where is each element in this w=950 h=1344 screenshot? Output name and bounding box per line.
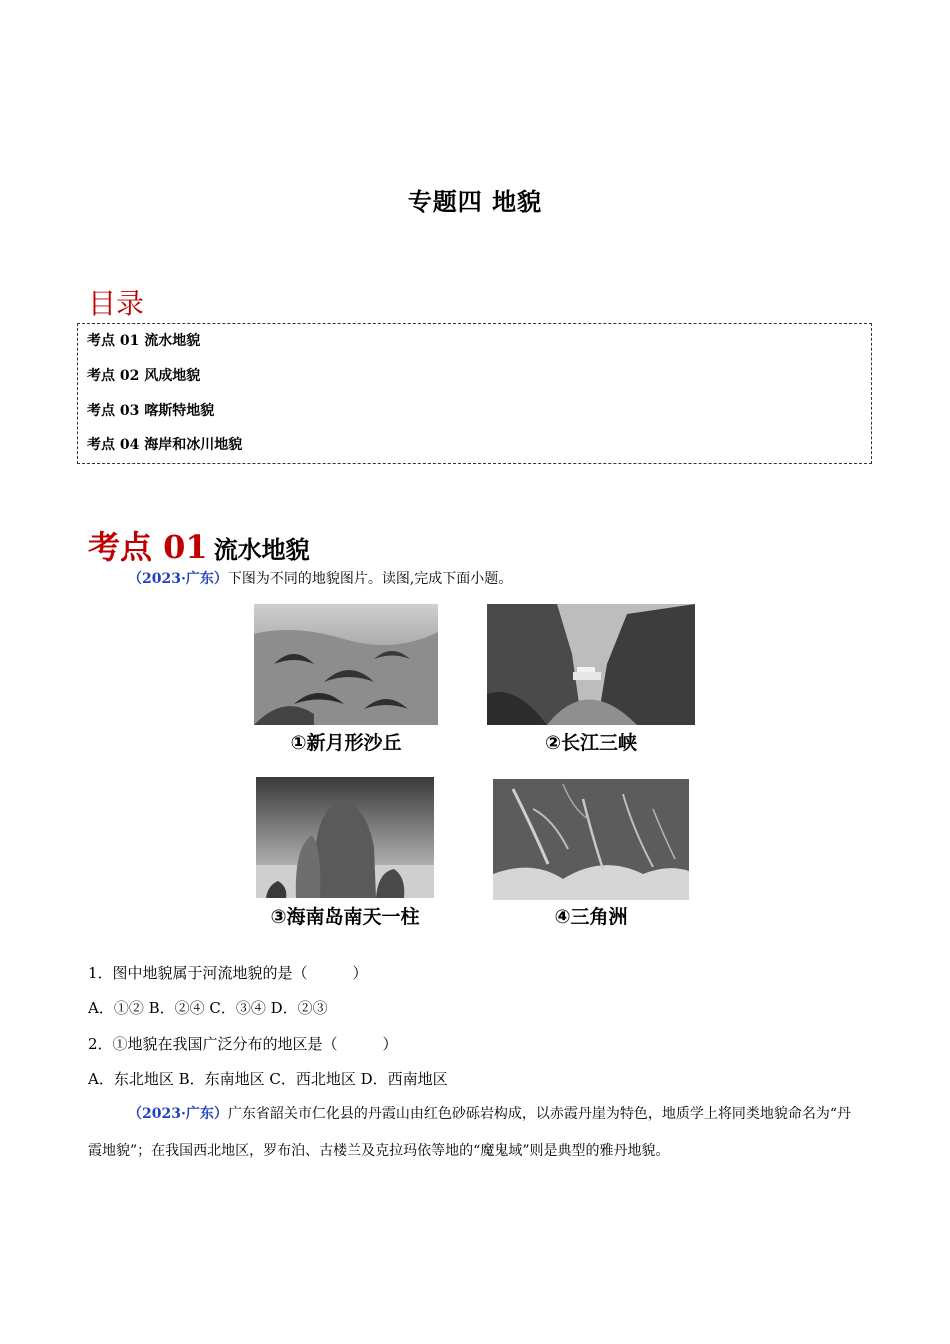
- delta-photo: [493, 779, 689, 900]
- question-options: A．东北地区 B．东南地区 C．西北地区 D．西南地区: [88, 1070, 448, 1088]
- photo-caption: ①新月形沙丘: [290, 732, 402, 754]
- section-heading: [88, 522, 310, 568]
- passage: [88, 1096, 863, 1170]
- toc-heading: 目录: [88, 287, 145, 320]
- photo-caption: ④三角洲: [554, 906, 628, 928]
- dune-photo: [254, 604, 438, 725]
- intro-text: 下图为不同的地貌图片。读图,完成下面小题。: [227, 571, 513, 587]
- question-stem: 1．图中地貌属于河流地貌的是（ ）: [88, 964, 368, 982]
- question-stem: 2．①地貌在我国广泛分布的地区是（ ）: [88, 1035, 398, 1053]
- question-options: A．①② B．②④ C．③④ D．②③: [88, 999, 328, 1017]
- photo-caption: ③海南岛南天一柱: [270, 906, 420, 928]
- page-title: 专题四 地貌: [407, 188, 543, 216]
- section-number: 考点 01: [88, 528, 208, 566]
- toc-box: [77, 323, 872, 464]
- question-source: （2023·广东）: [128, 571, 228, 587]
- toc-item[interactable]: 考点 01 流水地貌: [87, 333, 201, 349]
- toc-item[interactable]: 考点 04 海岸和冰川地貌: [87, 437, 243, 453]
- passage-text: 广东省韶关市仁化县的丹霞山由红色砂砾岩构成，以赤霞丹崖为特色，地质学上将同类地貌命名为“丹霞地貌”；在我国西北地区，罗布泊、古楼兰及克拉玛依等地的“魔鬼域”则是典型的雅丹地貌。: [88, 1106, 851, 1159]
- pillar-photo: [256, 777, 434, 898]
- passage-source: （2023·广东）: [128, 1106, 228, 1122]
- toc-item[interactable]: 考点 03 喀斯特地貌: [87, 403, 215, 419]
- photo-caption: ②长江三峡: [544, 732, 638, 754]
- toc-item[interactable]: 考点 02 风成地貌: [87, 368, 201, 384]
- section-title: 流水地貌: [213, 536, 310, 564]
- gorge-photo: [487, 604, 695, 725]
- intro-line: [128, 568, 512, 588]
